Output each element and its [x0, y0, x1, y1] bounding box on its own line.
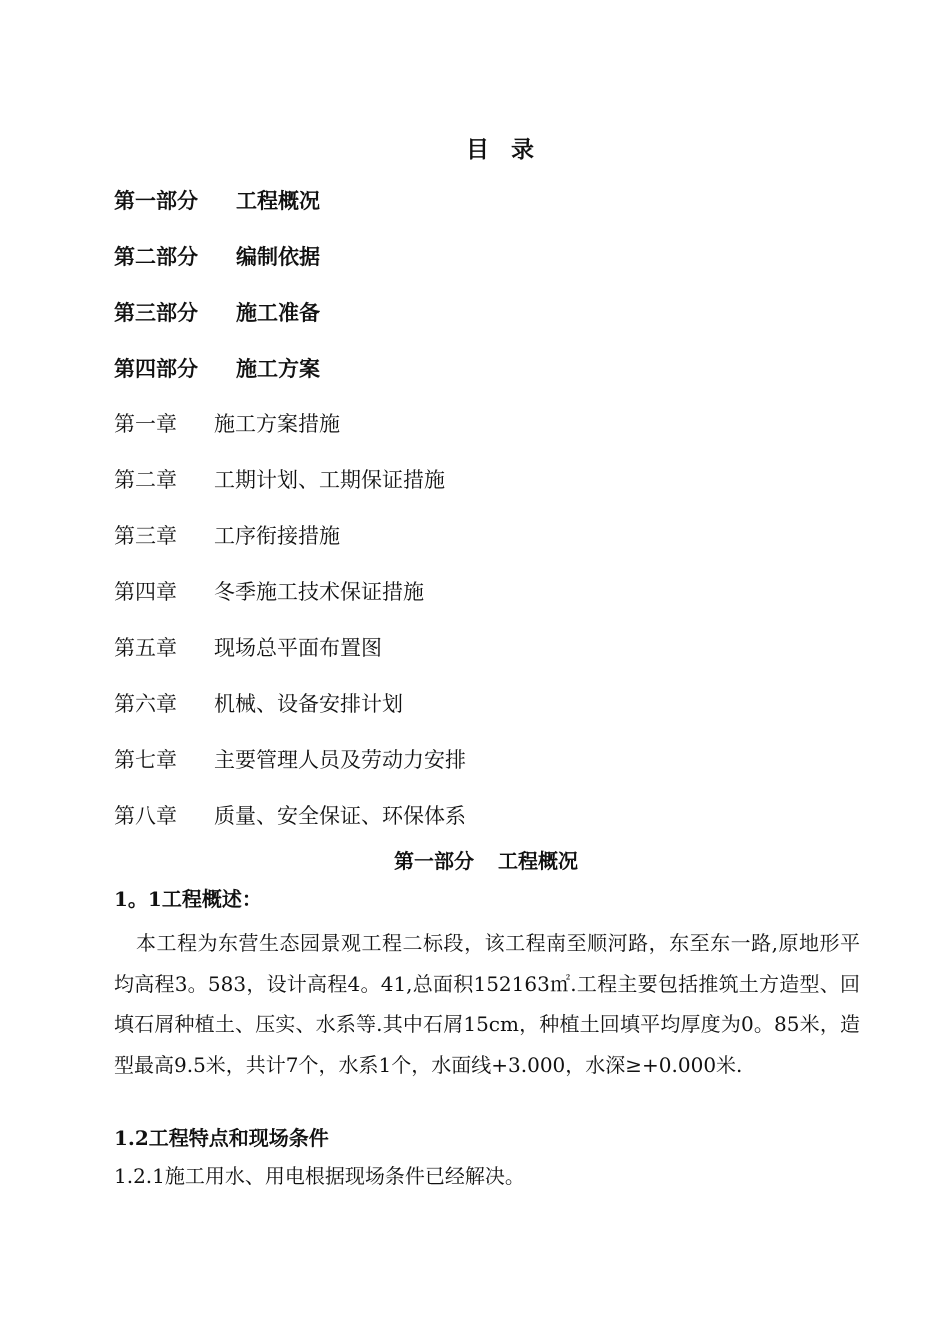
toc-part-title: 编制依据 — [236, 244, 320, 269]
toc-part-title: 施工方案 — [236, 356, 320, 381]
toc-chapter-num: 第一章 — [114, 412, 177, 436]
toc-chapter-2 — [114, 466, 445, 494]
toc-part-3 — [114, 299, 320, 327]
subsection-heading-1-2: 1.2工程特点和现场条件 — [114, 1126, 329, 1150]
toc-chapter-num: 第四章 — [114, 580, 177, 604]
toc-chapter-num: 第五章 — [114, 636, 177, 660]
section-part-title: 工程概况 — [498, 849, 578, 873]
toc-part-4 — [114, 355, 320, 383]
toc-part-title: 施工准备 — [236, 300, 320, 325]
toc-title-left: 目 — [466, 136, 489, 163]
toc-chapter-title: 施工方案措施 — [214, 412, 340, 436]
subsection-body-1-1: 本工程为东营生态园景观工程二标段，该工程南至顺河路，东至东一路,原地形平均高程3。583，设计高程4。41,总面积152163㎡.工程主要包括推筑土方造型、回填石屑种植土、压实、水系等.其中石屑15cm，种植土回填平均厚度为0。85米，造型最高9.5米，共计7个，水系1个，水面线+3.000，水深≥+0.000米. — [114, 931, 860, 1077]
subsection-heading-1-1: 1。1工程概述： — [114, 887, 262, 911]
toc-part-title: 工程概况 — [236, 188, 320, 213]
toc-chapter-7 — [114, 746, 466, 774]
toc-chapter-5 — [114, 634, 382, 662]
toc-chapter-title: 工序衔接措施 — [214, 524, 340, 548]
toc-chapter-title: 冬季施工技术保证措施 — [214, 580, 424, 604]
toc-chapter-title: 现场总平面布置图 — [214, 636, 382, 660]
toc-chapter-4 — [114, 578, 424, 606]
toc-chapter-title: 质量、安全保证、环保体系 — [214, 804, 466, 828]
section-heading — [0, 845, 950, 874]
toc-title — [0, 131, 950, 164]
toc-chapter-title: 主要管理人员及劳动力安排 — [214, 748, 466, 772]
toc-part-num: 第四部分 — [114, 356, 198, 381]
toc-chapter-6 — [114, 690, 403, 718]
toc-chapter-num: 第二章 — [114, 468, 177, 492]
subsection-item-1-2-1: 1.2.1施工用水、用电根据现场条件已经解决。 — [114, 1164, 525, 1188]
toc-chapter-num: 第六章 — [114, 692, 177, 716]
toc-part-num: 第一部分 — [114, 188, 198, 213]
toc-part-1 — [114, 187, 320, 215]
toc-chapter-num: 第八章 — [114, 804, 177, 828]
toc-part-num: 第三部分 — [114, 300, 198, 325]
toc-part-2 — [114, 243, 320, 271]
toc-chapter-title: 工期计划、工期保证措施 — [214, 468, 445, 492]
toc-chapter-8 — [114, 802, 466, 830]
toc-part-num: 第二部分 — [114, 244, 198, 269]
toc-chapter-num: 第三章 — [114, 524, 177, 548]
toc-chapter-3 — [114, 522, 340, 550]
toc-title-right: 录 — [511, 136, 534, 163]
toc-chapter-1 — [114, 410, 340, 438]
toc-chapter-title: 机械、设备安排计划 — [214, 692, 403, 716]
section-part-label: 第一部分 — [394, 849, 474, 873]
toc-chapter-num: 第七章 — [114, 748, 177, 772]
